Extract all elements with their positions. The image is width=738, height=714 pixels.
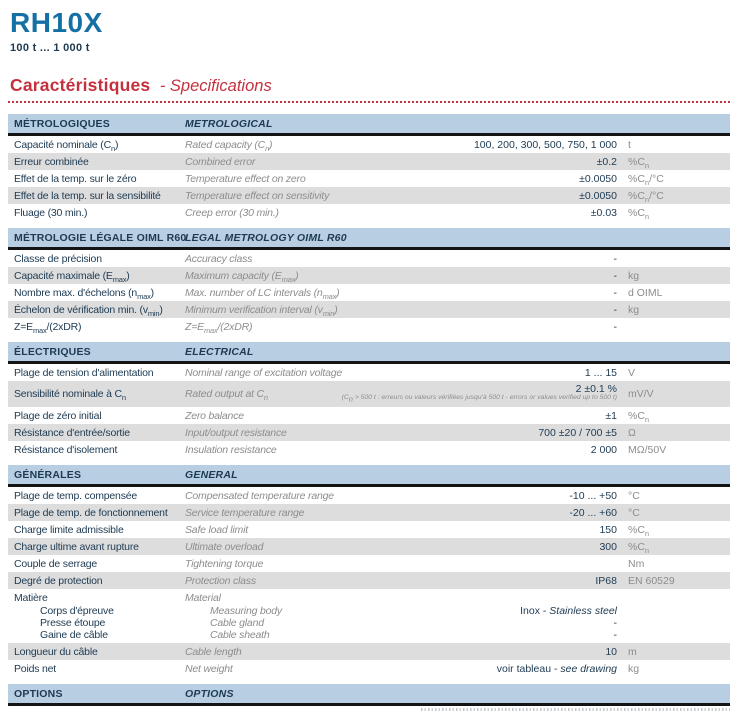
spec-row xyxy=(8,424,730,441)
row-unit: $\%C_n/^\circ C$ xyxy=(628,189,664,204)
band-label-en: OPTIONS xyxy=(185,687,234,700)
row-label-fr: Classe de précision xyxy=(14,252,102,265)
spec-row xyxy=(8,136,730,153)
band-label-en: GENERAL xyxy=(185,468,238,481)
row-unit: Nm xyxy=(628,557,645,570)
row-unit: kg xyxy=(628,662,640,675)
section-band xyxy=(8,342,730,364)
row-label-en: Temperature effect on zero xyxy=(185,172,306,185)
clipped-text-row xyxy=(8,706,730,714)
row-label-fr: $Z=E_{max}/(2xDR)$ xyxy=(14,320,82,335)
spec-row xyxy=(8,204,730,221)
row-label-en: Combined error xyxy=(185,155,256,168)
row-label-fr: Corps d'épreuve xyxy=(40,605,114,617)
row-label-fr: Fluage (30 min.) xyxy=(14,206,88,219)
row-label-fr: Plage de temp. compensée xyxy=(14,489,138,502)
row-unit: d OIML xyxy=(628,286,663,299)
spec-row xyxy=(8,381,730,407)
row-label-en: Tightening torque xyxy=(185,557,264,570)
row-label-en: Insulation resistance xyxy=(185,443,277,456)
row-label-en: Max. number of LC intervals $(n_{max})$ xyxy=(185,286,340,301)
row-unit: °C xyxy=(628,489,640,502)
row-label-en: Input/output resistance xyxy=(185,426,287,439)
band-label-en: LEGAL METROLOGY OIML R60 xyxy=(185,231,347,244)
row-unit: MΩ/50V xyxy=(628,443,667,456)
row-label-fr: Plage de temp. de fonctionnement xyxy=(14,506,168,519)
row-unit: m xyxy=(628,645,637,658)
section-heading-en: - Specifications xyxy=(159,77,272,95)
spec-sub-row xyxy=(8,617,730,629)
row-unit: °C xyxy=(628,506,640,519)
section-heading xyxy=(10,75,730,97)
band-label-en: METROLOGICAL xyxy=(185,117,273,130)
capacity-range: 100 t ... 1 000 t xyxy=(10,42,90,54)
spec-row xyxy=(8,170,730,187)
spec-row xyxy=(8,441,730,458)
row-value: ±0.0050 xyxy=(579,172,617,185)
band-label-fr: MÉTROLOGIE LÉGALE OIML R60 xyxy=(14,231,187,244)
row-label-fr: Erreur combinée xyxy=(14,155,89,168)
band-label-en: ELECTRICAL xyxy=(185,345,254,358)
row-footnote: ($C_n > 500$ t : erreurs ou valeurs vérifiées jusqu'à 500 t - errors or values verified up to 500 t) xyxy=(341,394,617,404)
row-label-fr: Échelon de vérification min. $(v_{min})$ xyxy=(14,303,163,318)
row-label-fr: Longueur du câble xyxy=(14,645,98,658)
row-label-fr: Effet de la temp. sur le zéro xyxy=(14,172,137,185)
row-unit: V xyxy=(628,366,636,379)
row-value: -20 ... +60 xyxy=(569,506,617,519)
row-value: -10 ... +50 xyxy=(569,489,617,502)
row-label-en: Material xyxy=(185,592,221,604)
spec-row xyxy=(8,407,730,424)
row-label-fr: Résistance d'entrée/sortie xyxy=(14,426,130,439)
row-value: 700 ±20 / 700 ±5 xyxy=(538,426,617,439)
spec-row xyxy=(8,572,730,589)
row-value: Inox - Stainless steel xyxy=(520,605,617,617)
row-label-fr: Charge limite admissible xyxy=(14,523,124,536)
spec-row xyxy=(8,487,730,504)
spec-section xyxy=(8,342,730,458)
row-value: 150 xyxy=(599,523,617,536)
row-label-en: Protection class xyxy=(185,574,256,587)
row-value: ±0.0050 xyxy=(579,189,617,202)
row-label-en: Service temperature range xyxy=(185,506,305,519)
row-unit: Ω xyxy=(628,426,636,439)
row-label-en: Cable sheath xyxy=(210,629,270,641)
row-label-fr: Plage de zéro initial xyxy=(14,409,102,422)
row-label-fr: Nombre max. d'échelons $(n_{max})$ xyxy=(14,286,154,301)
row-label-fr: Charge ultime avant rupture xyxy=(14,540,139,553)
band-label-fr: MÉTROLOGIQUES xyxy=(14,117,110,130)
row-unit: $\%C_n$ xyxy=(628,206,650,221)
row-value: - xyxy=(613,320,617,333)
spec-row xyxy=(8,521,730,538)
row-label-en: Ultimate overload xyxy=(185,540,264,553)
row-unit: $\%C_n$ xyxy=(628,409,650,424)
row-value: ±0.2 xyxy=(596,155,617,168)
row-label-fr: Degré de protection xyxy=(14,574,103,587)
row-unit: $\%C_n$ xyxy=(628,523,650,538)
spec-row xyxy=(8,153,730,170)
row-label-fr: Poids net xyxy=(14,662,56,675)
row-value: - xyxy=(613,617,617,629)
spec-row xyxy=(8,555,730,572)
band-label-fr: OPTIONS xyxy=(14,687,63,700)
spec-row xyxy=(8,538,730,555)
spec-row xyxy=(8,267,730,284)
row-label-en: Rated output at $C_n$ xyxy=(185,388,268,403)
row-unit: $\%C_n$ xyxy=(628,155,650,170)
spec-section xyxy=(8,465,730,677)
row-value: - xyxy=(613,629,617,641)
row-label-en: Temperature effect on sensitivity xyxy=(185,189,330,202)
row-label-en: Cable gland xyxy=(210,617,264,629)
spec-row xyxy=(8,643,730,660)
row-label-en: Measuring body xyxy=(210,605,282,617)
row-label-fr: Résistance d'isolement xyxy=(14,443,118,456)
row-unit: kg xyxy=(628,303,640,316)
spec-row xyxy=(8,250,730,267)
spec-row xyxy=(8,301,730,318)
row-value: - xyxy=(613,303,617,316)
spec-row xyxy=(8,364,730,381)
section-band xyxy=(8,684,730,706)
row-unit: t xyxy=(628,138,631,151)
section-band xyxy=(8,114,730,136)
row-label-en: Compensated temperature range xyxy=(185,489,334,502)
row-label-fr: Matière xyxy=(14,592,48,604)
row-label-fr: Plage de tension d'alimentation xyxy=(14,366,154,379)
band-label-fr: GÉNÉRALES xyxy=(14,468,82,481)
band-label-fr: ÉLECTRIQUES xyxy=(14,345,91,358)
row-value: voir tableau - see drawing xyxy=(496,662,617,675)
spec-section xyxy=(8,114,730,221)
spec-row xyxy=(8,187,730,204)
row-label-en: Creep error (30 min.) xyxy=(185,206,279,219)
row-label-fr: Gaine de câble xyxy=(40,629,108,641)
row-label-en: Accuracy class xyxy=(185,252,253,265)
row-value: 2 ±0.1 % xyxy=(575,383,617,395)
spec-row xyxy=(8,318,730,335)
row-label-en: Net weight xyxy=(185,662,233,675)
spec-table xyxy=(8,114,730,706)
row-label-en: Nominal range of excitation voltage xyxy=(185,366,343,379)
row-label-fr: Presse étoupe xyxy=(40,617,106,629)
row-unit: mV/V xyxy=(628,388,654,400)
dotted-divider xyxy=(8,98,730,103)
row-label-fr: Effet de la temp. sur la sensibilité xyxy=(14,189,161,202)
row-label-en: Zero balance xyxy=(185,409,244,422)
row-label-en: Cable length xyxy=(185,645,242,658)
row-value: 300 xyxy=(599,540,617,553)
row-label-en: Minimum verification interval $(v_{min})$ xyxy=(185,303,338,318)
spec-section xyxy=(8,228,730,335)
row-label-fr: Capacité maximale $(E_{max})$ xyxy=(14,269,130,284)
row-label-fr: Sensibilité nominale à $C_n$ xyxy=(14,388,126,403)
spec-sub-row xyxy=(8,605,730,617)
row-unit: EN 60529 xyxy=(628,574,675,587)
row-value: ±1 xyxy=(605,409,617,422)
spec-row xyxy=(8,660,730,677)
row-value: IP68 xyxy=(595,574,617,587)
row-label-fr: Capacité nominale $(C_n)$ xyxy=(14,138,119,153)
row-label-en: Safe load limit xyxy=(185,523,248,536)
row-label-en: Rated capacity $(C_n)$ xyxy=(185,138,273,153)
section-heading-fr: Caractéristiques xyxy=(10,75,151,95)
row-label-en: Maximum capacity $(E_{max})$ xyxy=(185,269,299,284)
spec-row xyxy=(8,504,730,521)
section-band xyxy=(8,228,730,250)
row-label-en: $Z=E_{max}/(2xDR)$ xyxy=(185,320,253,335)
spec-sub-row xyxy=(8,629,730,641)
row-value: 10 xyxy=(605,645,617,658)
row-value: - xyxy=(613,252,617,265)
spec-section xyxy=(8,684,730,706)
row-value: 100, 200, 300, 500, 750, 1 000 xyxy=(473,138,617,151)
row-value: 1 ... 15 xyxy=(584,366,617,379)
row-value: - xyxy=(613,269,617,282)
spec-row xyxy=(8,284,730,301)
spec-row xyxy=(8,589,730,643)
spec-row-main xyxy=(8,591,730,605)
row-value: 2 000 xyxy=(590,443,617,456)
section-band xyxy=(8,465,730,487)
row-value: ±0.03 xyxy=(590,206,617,219)
page-title: RH10X xyxy=(10,7,103,38)
row-unit: $\%C_n/^\circ C$ xyxy=(628,172,664,187)
row-value: - xyxy=(613,286,617,299)
row-unit: $\%C_n$ xyxy=(628,540,650,555)
row-unit: kg xyxy=(628,269,640,282)
clipped-text-fragment xyxy=(421,708,730,711)
row-label-fr: Couple de serrage xyxy=(14,557,97,570)
